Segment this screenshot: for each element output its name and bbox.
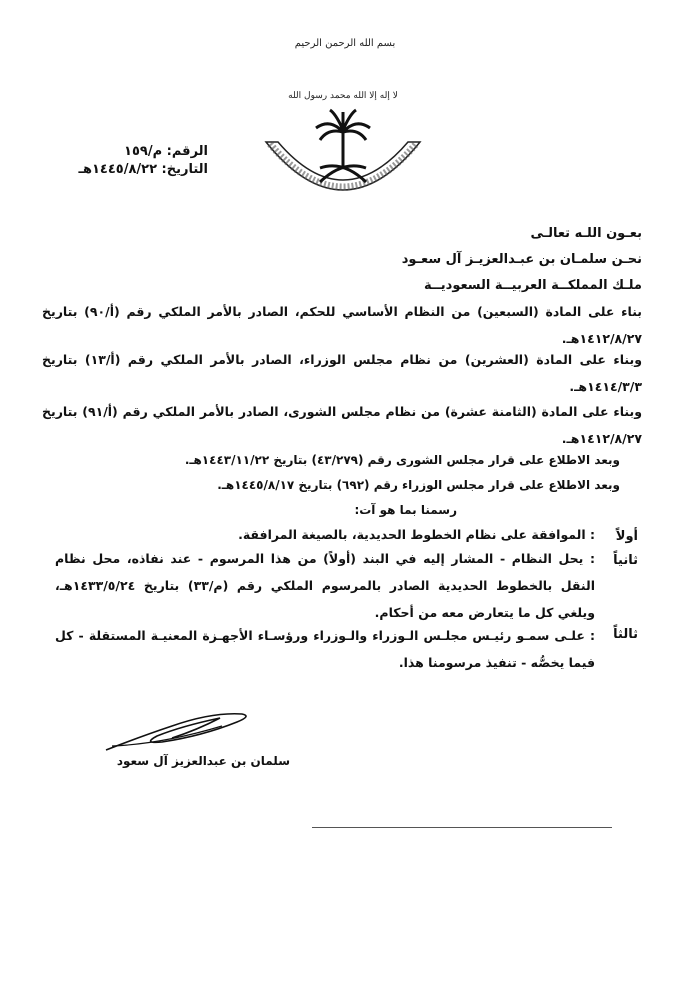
decree-date: التاريخ: ١٤٤٥/٨/٢٢هـ (78, 162, 208, 177)
decree-number: الرقم: م/١٥٩ (124, 144, 208, 159)
preamble-1: بناء على المادة (السبعين) من النظام الأساسي للحكم، الصادر بالأمر الملكي رقم (أ/٩٠) بتاريخ ١٤١٢/٨/٢٧هـ. (42, 304, 643, 346)
decree-intro: رسمنا بما هو آت: (354, 503, 457, 517)
signatory-name: سلمان بن عبدالعزيز آل سعود (116, 754, 290, 768)
item-label-2: ثانياً (613, 553, 638, 568)
item-text-1: : الموافقة على نظام الخطوط الحديدية، بالصيغة المرافقة. (238, 527, 595, 542)
emblem-shahada: لا إله إلا الله محمد رسول الله (288, 91, 398, 101)
intro-line-1: بعـون اللـه تعالـى (530, 226, 642, 241)
intro-line-2: نحـن سلمـان بن عبـدالعزيـز آل سعـود (401, 252, 642, 267)
intro-line-3: ملـك المملكــة العربيــة السعوديــة (424, 278, 642, 293)
review-2: وبعد الاطلاع على قرار مجلس الوزراء رقم (٦٩٢) بتاريخ ١٤٤٥/٨/١٧هـ. (217, 478, 620, 492)
item-label-3: ثالثاً (613, 627, 638, 642)
handwritten-signature (102, 706, 252, 756)
preamble-2: وبناء على المادة (العشرين) من نظام مجلس الوزراء، الصادر بالأمر الملكي رقم (أ/١٣) بتاريخ ١٤١٤/٣/٣هـ. (42, 352, 643, 394)
item-text-2: : يحل النظام - المشار إليه في البند (أولاً) من هذا المرسوم - عند نفاذه، محل نظام النقل بالخطوط الحديدية الصادر بالمرسوم الملكي رقم (م/٣٣) بتاريخ ١٤٣٣/٥/٢٤هـ، ويلغي كل ما يتعارض معه من أحكام. (55, 551, 595, 620)
review-1: وبعد الاطلاع على قرار مجلس الشورى رقم (٤٣/٢٧٩) بتاريخ ١٤٤٣/١١/٢٢هـ. (184, 453, 620, 467)
item-text-3: : علـى سمـو رئيـس مجلـس الـوزراء والـوزراء ورؤسـاء الأجهـزة المعنيـة المستقلة - كل فيما يخصُّه - تنفيذ مرسومنا هذا. (55, 628, 595, 670)
preamble-3: وبناء على المادة (الثامنة عشرة) من نظام مجلس الشورى، الصادر بالأمر الملكي رقم (أ/٩١) بتاريخ ١٤١٢/٨/٢٧هـ. (42, 404, 642, 446)
item-label-1: أولاً (615, 529, 638, 544)
footer-divider (312, 827, 612, 828)
basmala: بسم الله الرحمن الرحيم (294, 38, 396, 49)
saudi-emblem-logo (258, 70, 428, 210)
